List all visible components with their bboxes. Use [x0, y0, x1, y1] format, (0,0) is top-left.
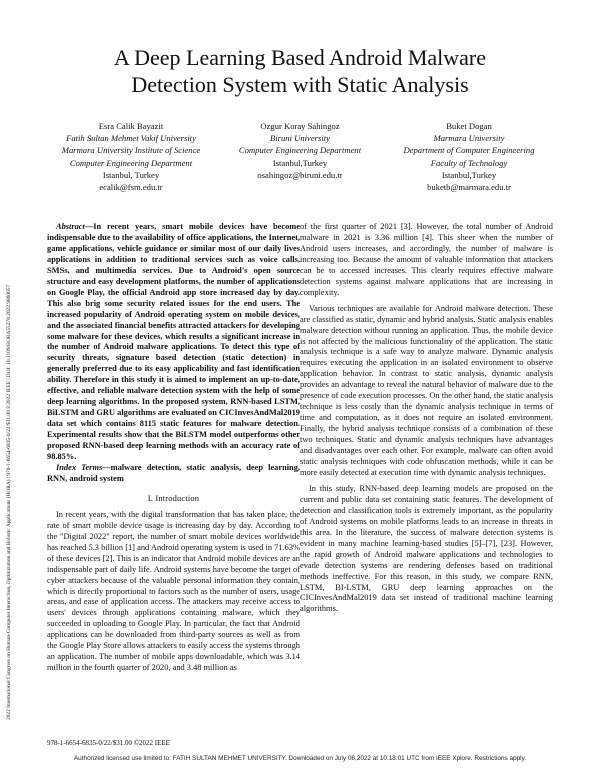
author-affiliation: Marmara University Institute of Science	[61, 145, 201, 156]
author-email: osahingoz@biruni.edu.tr	[257, 169, 343, 180]
author-block-2	[222, 120, 378, 181]
body-paragraph: In this study, RNN-based deep learning models are proposed on the current and public data set containing static features. The development of detection and classification tools is extremely important, as the popularity of Android systems on mobile platforms leads to an increase in threats in this area. In the literature, the success of malware detection systems is evident in many machine learning-based studies [5]–[7], [23]. However, the rapid growth of Android malware applications and technologies to evade detection systems are rendering defenses based on traditional methods ineffective. For this reason, in this study, we compare RNN, LSTM, BI-LSTM, GRU deep learning approaches on the CICInvesAndMal2019 data set instead of traditional machine learning algorithms.	[300, 483, 553, 614]
author-city: Istanbul, Turkey	[102, 169, 160, 180]
index-terms-text: —malware detection, static analysis, deep learning, RNN, android system	[47, 462, 300, 483]
paper-title-line-1: A Deep Learning Based Android Malware	[113, 45, 487, 70]
sidebar-citation	[2, 30, 14, 720]
body-paragraph: of the first quarter of 2021 [3]. However, the total number of Android malware in 2021 is 3.36 million [4]. This sheer when the number of Android users increases, and accordingly, the number of malware is increasing too. Because the amount of valuable information that attackers can be to accessed increases. This clearly requires effective malware detection systems against malware applications that are increasing in complexity.	[300, 222, 553, 297]
index-terms	[47, 463, 300, 485]
author-block-3	[390, 120, 548, 193]
author-affiliation: Computer Engineering Department	[238, 145, 362, 156]
abstract	[47, 222, 300, 463]
abstract-text: —In recent years, smart mobile devices have become indispensable due to the availability of office applications, the Internet, game applications, vehicle guidance or similar most of our daily lives applications in addition to traditional services such as voice calls, SMSs, and multimedia services. Due to Android's open source structure and easy development platforms, the number of applications on Google Play, the official Android app store increased day by day. This also brig some security related issues for the end users. The increased popularity of Android operating system on mobile devices, and the associated financial benefits attracted attackers for developing some malware for these devices, which results a significant increase in the number of Android malware applications. To detect this type of security threats, signature based detection (static detection) in generally preferred due to its easy applicability and fast identification ability. Therefore in this study it is aimed to implement an up-to-date, effective, and reliable malware detection system with the help of some deep learning algorithms. In the proposed system, RNN-based LSTM, BiLSTM and GRU algorithms are evaluated on CICInvesAndMal2019 data set which contains 8115 static features for malware detection. Experimental results show that the BiLSTM model outperforms other proposed RNN-based deep learning methods with an accuracy rate of 98.85%.	[47, 222, 300, 462]
author-affiliation: Department of Computer Engineering	[403, 145, 535, 156]
author-name: Buket Dogan	[446, 121, 492, 131]
paper-title-line-2: Detection System with Static Analysis	[131, 72, 469, 97]
author-affiliation: Marmara University	[433, 133, 505, 144]
paper-title	[40, 44, 560, 98]
sidebar-citation-text: 2022 International Congress on Human-Computer Interaction, Optimization and Robotic Applications (HORA) | 978-1-6654-6835-0/22/$31.00 ©2022 IEEE | DOI: 10.1109/HORA55278.2022.9800057	[6, 284, 12, 720]
body-paragraph: Various techniques are available for Android malware detection. These are classified as static, dynamic and hybrid analysis. Static analysis enables malware detection without running an application. Thus, the mobile device is not affected by the malicious functionality of the application. The static analysis technique is a safe way to analyze malware. Dynamic analysis requires executing the application in an isolated environment to observe application behavior. In contrast to static analysis, dynamic analysis provides an advantage to reveal the natural behavior of malware due to the presence of code execution processes. On the other hand, the static analysis technique is less costly than the dynamic analysis technique in terms of time and computation, as it does not require an isolated environment. Finally, the hybrid analysis technique consists of a combination of these two techniques. Static and dynamic analysis techniques have advantages and disadvantages over each other. For example, malware can often avoid static analysis techniques with code obfuscation methods, while it can be more easily detected at execution time with dynamic analysis techniques.	[300, 303, 553, 477]
author-affiliation: Fatih Sultan Mehmet Vakif University	[66, 133, 196, 144]
author-name: Esra Calik Bayazit	[98, 121, 164, 131]
right-column	[300, 222, 553, 615]
abstract-label: Abstract	[56, 222, 85, 231]
author-city: Istanbul,Turkey	[441, 169, 497, 180]
author-affiliation: Biruni University	[270, 133, 330, 144]
author-email: buketb@marmara.edu.tr	[427, 182, 511, 193]
author-affiliation: Computer Engineering Department	[69, 157, 193, 168]
author-city: Istanbul,Turkey	[272, 157, 328, 168]
left-column	[47, 222, 300, 674]
author-affiliation: Faculty of Technology	[430, 157, 508, 168]
copyright-footer: 978-1-6654-6835-0/22/$31.00 ©2022 IEEE	[47, 739, 170, 747]
author-email: ecalik@fsm.edu.tr	[99, 182, 163, 193]
section-heading: I. Introduction	[147, 493, 200, 503]
author-block-1	[52, 120, 210, 193]
license-footer: Authorized licensed use limited to: FATIH SULTAN MEHMET UNIVERSITY. Downloaded on July 08,2022 at 10:18:01 UTC from IEEE Xplore. Restrictions apply.	[73, 755, 527, 762]
body-paragraph: In recent years, with the digital transformation that has taken place, the rate of smart mobile device usage is increasing day by day. According to the "Digital 2022" report, the number of smart mobile devices worldwide has reached 5.3 billion [1] and Android operating system is used in 71.63% of these devices [2]. This is an indicator that Android mobile devices are an indispensable part of daily life. Android systems have become the target of cyber attackers because of the valuable personal information they contain, which is directly proportional to factors such as the number of users, usage areas, and ease of application access. The attackers may receive access to users' devices through applications containing malware, which they succeeded in uploading to Google Play. In particular, the fact that Android applications can be downloaded from third-party sources as well as from the Google Play Store allows attackers to easily access the systems through an application. The number of mobile apps downloadable, which was 3.14 million in the fourth quarter of 2020, and 3.48 million as	[47, 509, 300, 673]
author-name: Ozgur Koray Sahingoz	[260, 121, 340, 131]
index-terms-label: Index Terms	[56, 462, 103, 472]
